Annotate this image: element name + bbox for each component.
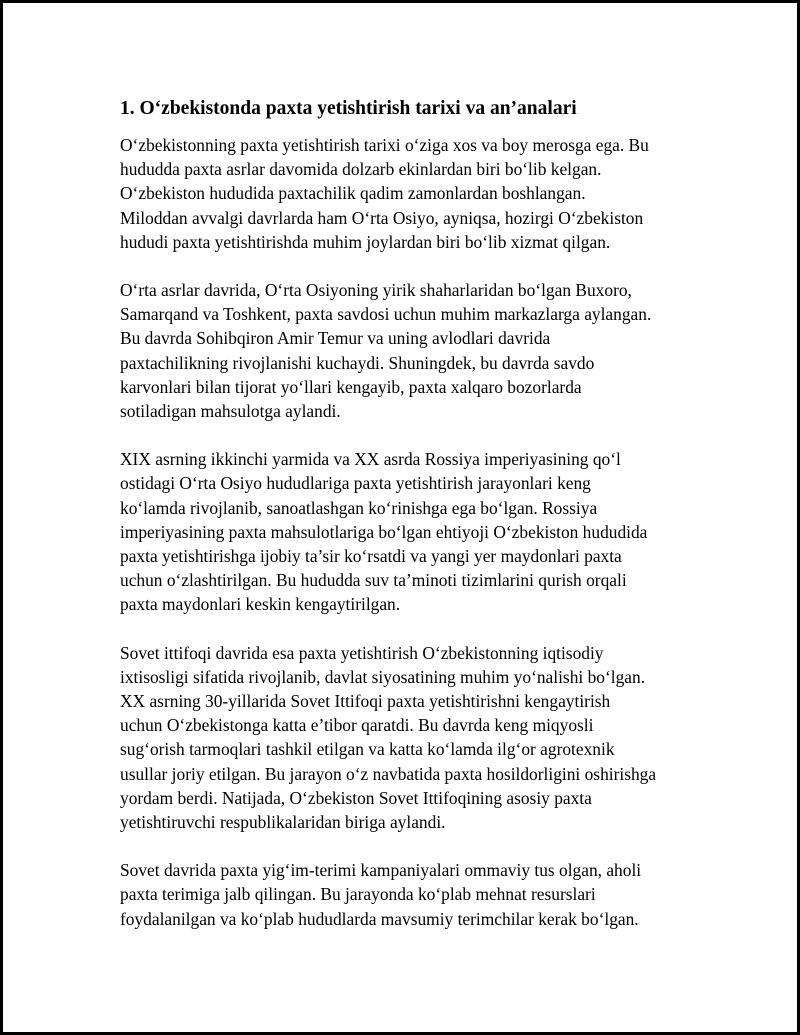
paragraph-1 [120,133,700,254]
text-line: paxta yetishtirishga ijobiy ta’sir ko‘rsatdi va yangi yer maydonlari paxta [120,546,622,567]
text-line: karvonlari bilan tijorat yo‘llari kengayib, paxta xalqaro bozorlarda [120,376,582,397]
text-line: hududi paxta yetishtirishda muhim joylardan biri bo‘lib xizmat qilgan. [120,231,611,252]
document-title: 1. O‘zbekistonda paxta yetishtirish tarixi va an’analari [120,98,577,119]
text-line: XIX asrning ikkinchi yarmida va XX asrda Rossiya imperiyasining qo‘l [120,449,621,470]
paragraph-5 [120,858,700,931]
text-line: yordam berdi. Natijada, O‘zbekiston Sovet Ittifoqining asosiy paxta [120,787,592,808]
text-line: O‘zbekiston hududida paxtachilik qadim zamonlardan boshlangan. [120,183,586,204]
text-line: Sovet davrida paxta yig‘im-terimi kampaniyalari ommaviy tus olgan, aholi [120,860,642,881]
text-line: ixtisosligi sifatida rivojlanib, davlat siyosatining muhim yo‘nalishi bo‘lgan. [120,666,646,687]
text-line: uchun O‘zbekistonga katta e’tibor qaratdi. Bu davrda keng miqyosli [120,715,594,736]
text-line: Bu davrda Sohibqiron Amir Temur va uning avlodlari davrida [120,328,551,349]
text-line: sotiladigan mahsulotga aylandi. [120,401,341,422]
paragraph-3 [120,447,700,616]
text-line: ostidagi O‘rta Osiyo hududlariga paxta yetishtirish jarayonlari keng [120,473,591,494]
text-line: ko‘lamda rivojlanib, sanoatlashgan ko‘rinishga ega bo‘lgan. Rossiya [120,497,598,518]
text-line: paxta terimiga jalb qilingan. Bu jarayonda ko‘plab mehnat resurslari [120,884,596,905]
paragraph-4 [120,641,700,835]
text-line: imperiyasining paxta mahsulotlariga bo‘lgan ehtiyoji O‘zbekiston hududida [120,521,648,542]
text-line: yetishtiruvchi respublikalaridan biriga aylandi. [120,812,446,833]
text-line: O‘zbekistonning paxta yetishtirish tarixi o‘ziga xos va boy merosga ega. Bu [120,135,649,155]
text-line: Miloddan avvalgi davrlarda ham O‘rta Osiyo, ayniqsa, hozirgi O‘zbekiston [120,207,644,228]
text-line: sug‘orish tarmoqlari tashkil etilgan va katta ko‘lamda ilg‘or agrotexnik [120,739,615,760]
text-line: uchun o‘zlashtirilgan. Bu hududda suv ta’minoti tizimlarini qurish orqali [120,570,627,591]
text-line: O‘rta asrlar davrida, O‘rta Osiyoning yirik shaharlaridan bo‘lgan Buxoro, [120,280,632,301]
paragraph-2 [120,278,700,423]
text-line: Sovet ittifoqi davrida esa paxta yetishtirish O‘zbekistonning iqtisodiy [120,642,604,663]
text-line: Samarqand va Toshkent, paxta savdosi uchun muhim markazlarga aylangan. [120,304,652,325]
document-content [120,96,700,955]
text-line: paxtachilikning rivojlanishi kuchaydi. Shuningdek, bu davrda savdo [120,352,595,373]
text-line: paxta maydonlari keskin kengaytirilgan. [120,594,401,615]
text-line: foydalanilgan va ko‘plab hududlarda mavsumiy terimchilar kerak bo‘lgan. [120,908,639,929]
text-line: usullar joriy etilgan. Bu jarayon o‘z navbatida paxta hosildorligini oshirishga [120,763,657,784]
text-line: hududda paxta asrlar davomida dolzarb ekinlardan biri bo‘lib kelgan. [120,159,602,180]
text-line: XX asrning 30-yillarida Sovet Ittifoqi paxta yetishtirishni kengaytirish [120,691,611,712]
